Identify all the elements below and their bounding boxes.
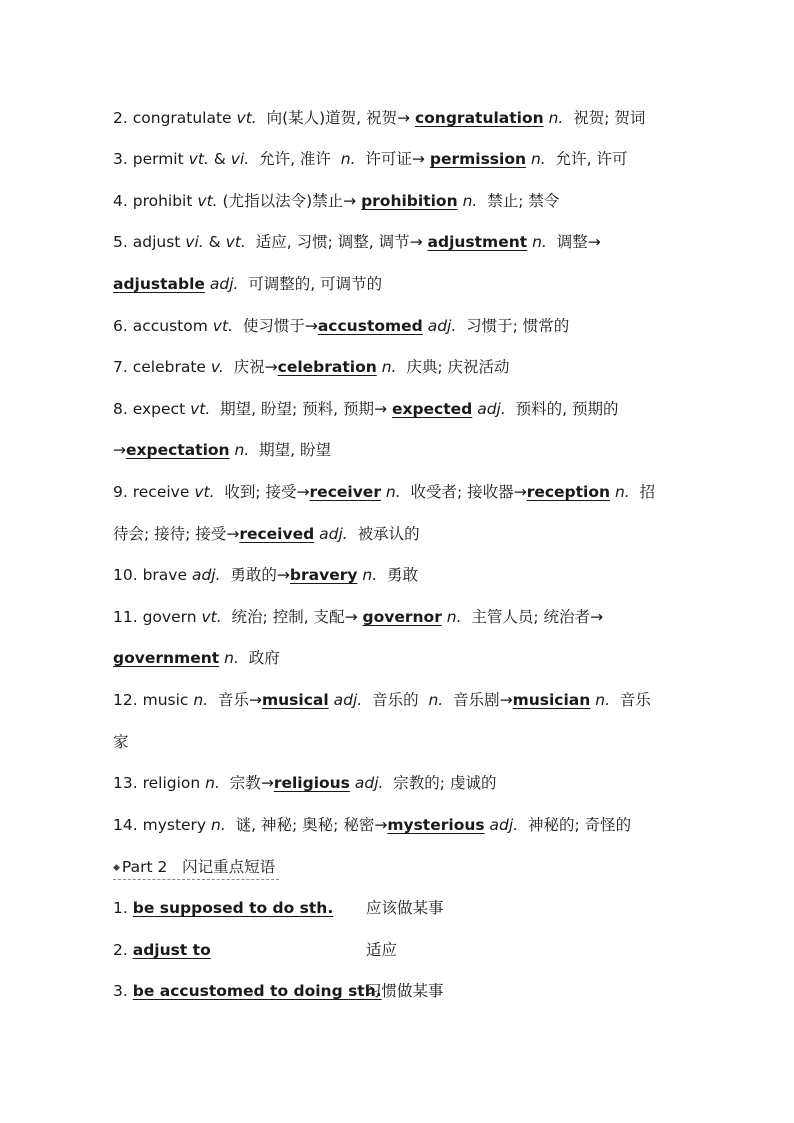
vocab-item-12: 12. music n. 音乐→musical adj. 音乐的 n. 音乐剧→musician n. 音乐 [113, 691, 651, 709]
vocab-item-12-cont: 家 [113, 733, 129, 751]
answer-word: musical [262, 691, 329, 709]
vocab-item-10: 10. brave adj. 勇敢的→bravery n. 勇敢 [113, 566, 419, 584]
answer-word: adjustment [427, 233, 528, 251]
answer-word: received [239, 525, 315, 543]
phrase-meaning-2: 适应 [366, 941, 398, 959]
answer-phrase: be supposed to do sth. [132, 899, 334, 917]
phrase-item-2: 2. adjust to [113, 941, 211, 959]
vocab-item-9-cont: 待会; 接待; 接受→received adj. 被承认的 [113, 525, 420, 543]
answer-word: religious [273, 774, 350, 792]
vocab-item-5: 5. adjust vi. & vt. 适应, 习惯; 调整, 调节→ adjustment n. 调整→ [113, 233, 601, 251]
vocab-item-13: 13. religion n. 宗教→religious adj. 宗教的; 虔诚的 [113, 774, 497, 792]
phrase-item-3: 3. be accustomed to doing sth. [113, 982, 382, 1000]
phrase-item-1: 1. be supposed to do sth. [113, 899, 334, 917]
answer-word: government [113, 649, 220, 667]
answer-word: mysterious [387, 816, 485, 834]
diamond-bullet-icon: ◆ [113, 863, 120, 873]
vocab-item-11: 11. govern vt. 统治; 控制, 支配→ governor n. 主管人员; 统治者→ [113, 608, 604, 626]
vocab-item-3: 3. permit vt. & vi. 允许, 准许 n. 许可证→ permission n. 允许, 许可 [113, 150, 628, 168]
vocab-item-7: 7. celebrate v. 庆祝→celebration n. 庆典; 庆祝活动 [113, 358, 510, 376]
vocab-item-5-cont: adjustable adj. 可调整的, 可调节的 [113, 275, 383, 293]
answer-word: expected [391, 400, 473, 418]
answer-word: prohibition [361, 192, 458, 210]
answer-word: expectation [126, 441, 230, 459]
answer-phrase: adjust to [132, 941, 211, 959]
vocab-item-9: 9. receive vt. 收到; 接受→receiver n. 收受者; 接收器→reception n. 招 [113, 483, 656, 501]
vocab-item-14: 14. mystery n. 谜, 神秘; 奥秘; 秘密→mysterious adj. 神秘的; 奇怪的 [113, 816, 632, 834]
answer-word: adjustable [113, 275, 205, 293]
vocab-item-6: 6. accustom vt. 使习惯于→accustomed adj. 习惯于; 惯常的 [113, 317, 570, 335]
vocab-item-2: 2. congratulate vt. 向(某人)道贺, 祝贺→ congratulation n. 祝贺; 贺词 [113, 109, 646, 127]
answer-word: permission [429, 150, 527, 168]
vocab-item-8: 8. expect vt. 期望, 盼望; 预料, 预期→ expected adj. 预料的, 预期的 [113, 400, 619, 418]
phrase-meaning-3: 习惯做某事 [366, 982, 444, 1000]
vocab-item-8-cont: →expectation n. 期望, 盼望 [113, 441, 332, 459]
answer-word: receiver [309, 483, 381, 501]
answer-word: bravery [289, 566, 358, 584]
vocab-item-11-cont: government n. 政府 [113, 649, 280, 667]
answer-word: accustomed [317, 317, 423, 335]
answer-word: celebration [277, 358, 377, 376]
vocab-item-4: 4. prohibit vt. (尤指以法令)禁止→ prohibition n. 禁止; 禁令 [113, 192, 560, 210]
answer-word: musician [512, 691, 591, 709]
answer-phrase: be accustomed to doing sth. [132, 982, 382, 1000]
answer-word: congratulation [414, 109, 544, 127]
section-heading-part-2: ◆ Part 2 闪记重点短语 [113, 856, 279, 880]
phrase-meaning-1: 应该做某事 [366, 899, 444, 917]
answer-word: reception [526, 483, 611, 501]
answer-word: governor [362, 608, 442, 626]
